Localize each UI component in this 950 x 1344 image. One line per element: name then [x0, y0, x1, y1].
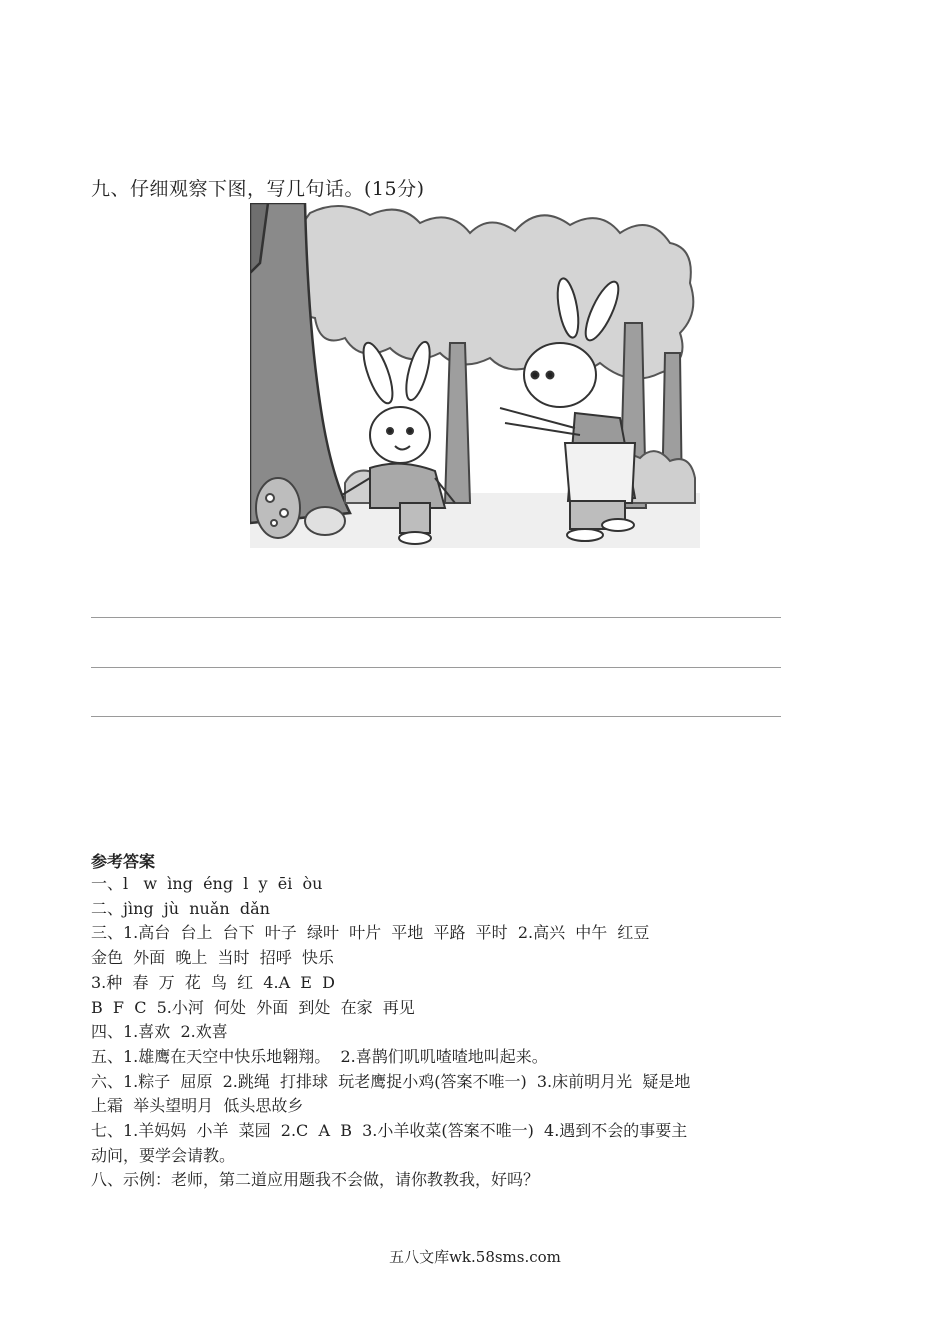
answer-line: 一、l w ìng éng l y ēi òu	[91, 874, 323, 893]
answer-list	[91, 872, 871, 1193]
answer-heading: 参考答案	[91, 852, 156, 871]
writing-line-1[interactable]	[91, 617, 781, 618]
footer-watermark: 五八文库wk.58sms.com	[389, 1248, 561, 1266]
answer-line: 七、1.羊妈妈 小羊 菜园 2.C A B 3.小羊收菜(答案不唯一) 4.遇到不会的事要主	[91, 1121, 688, 1141]
answer-line: 3.种 春 万 花 鸟 红 4.A E D	[91, 972, 335, 992]
answer-line: 四、1.喜欢 2.欢喜	[91, 1022, 228, 1042]
answer-line: B F C 5.小河 何处 外面 到处 在家 再见	[91, 997, 415, 1017]
answer-line: 二、jìng jù nuǎn dǎn	[91, 898, 270, 918]
answer-line: 上霜 举头望明月 低头思故乡	[91, 1096, 304, 1116]
rabbits-in-forest-illustration	[250, 203, 700, 548]
answer-line: 金色 外面 晚上 当时 招呼 快乐	[91, 948, 334, 968]
answer-line: 八、示例：老师，第二道应用题我不会做，请你教教我，好吗？	[91, 1170, 540, 1190]
question-title: 九、仔细观察下图，写几句话。(15分)	[91, 178, 425, 200]
writing-line-2[interactable]	[91, 667, 781, 668]
answer-line: 动问，要学会请教。	[91, 1145, 236, 1165]
answer-line: 三、1.高台 台上 台下 叶子 绿叶 叶片 平地 平路 平时 2.高兴 中午 红豆	[91, 923, 650, 943]
answer-line: 六、1.粽子 屈原 2.跳绳 打排球 玩老鹰捉小鸡(答案不唯一) 3.床前明月光 疑是地	[91, 1071, 691, 1091]
answer-line: 五、1.雄鹰在天空中快乐地翱翔。 2.喜鹊们叽叽喳喳地叫起来。	[91, 1046, 548, 1066]
writing-line-3[interactable]	[91, 716, 781, 717]
